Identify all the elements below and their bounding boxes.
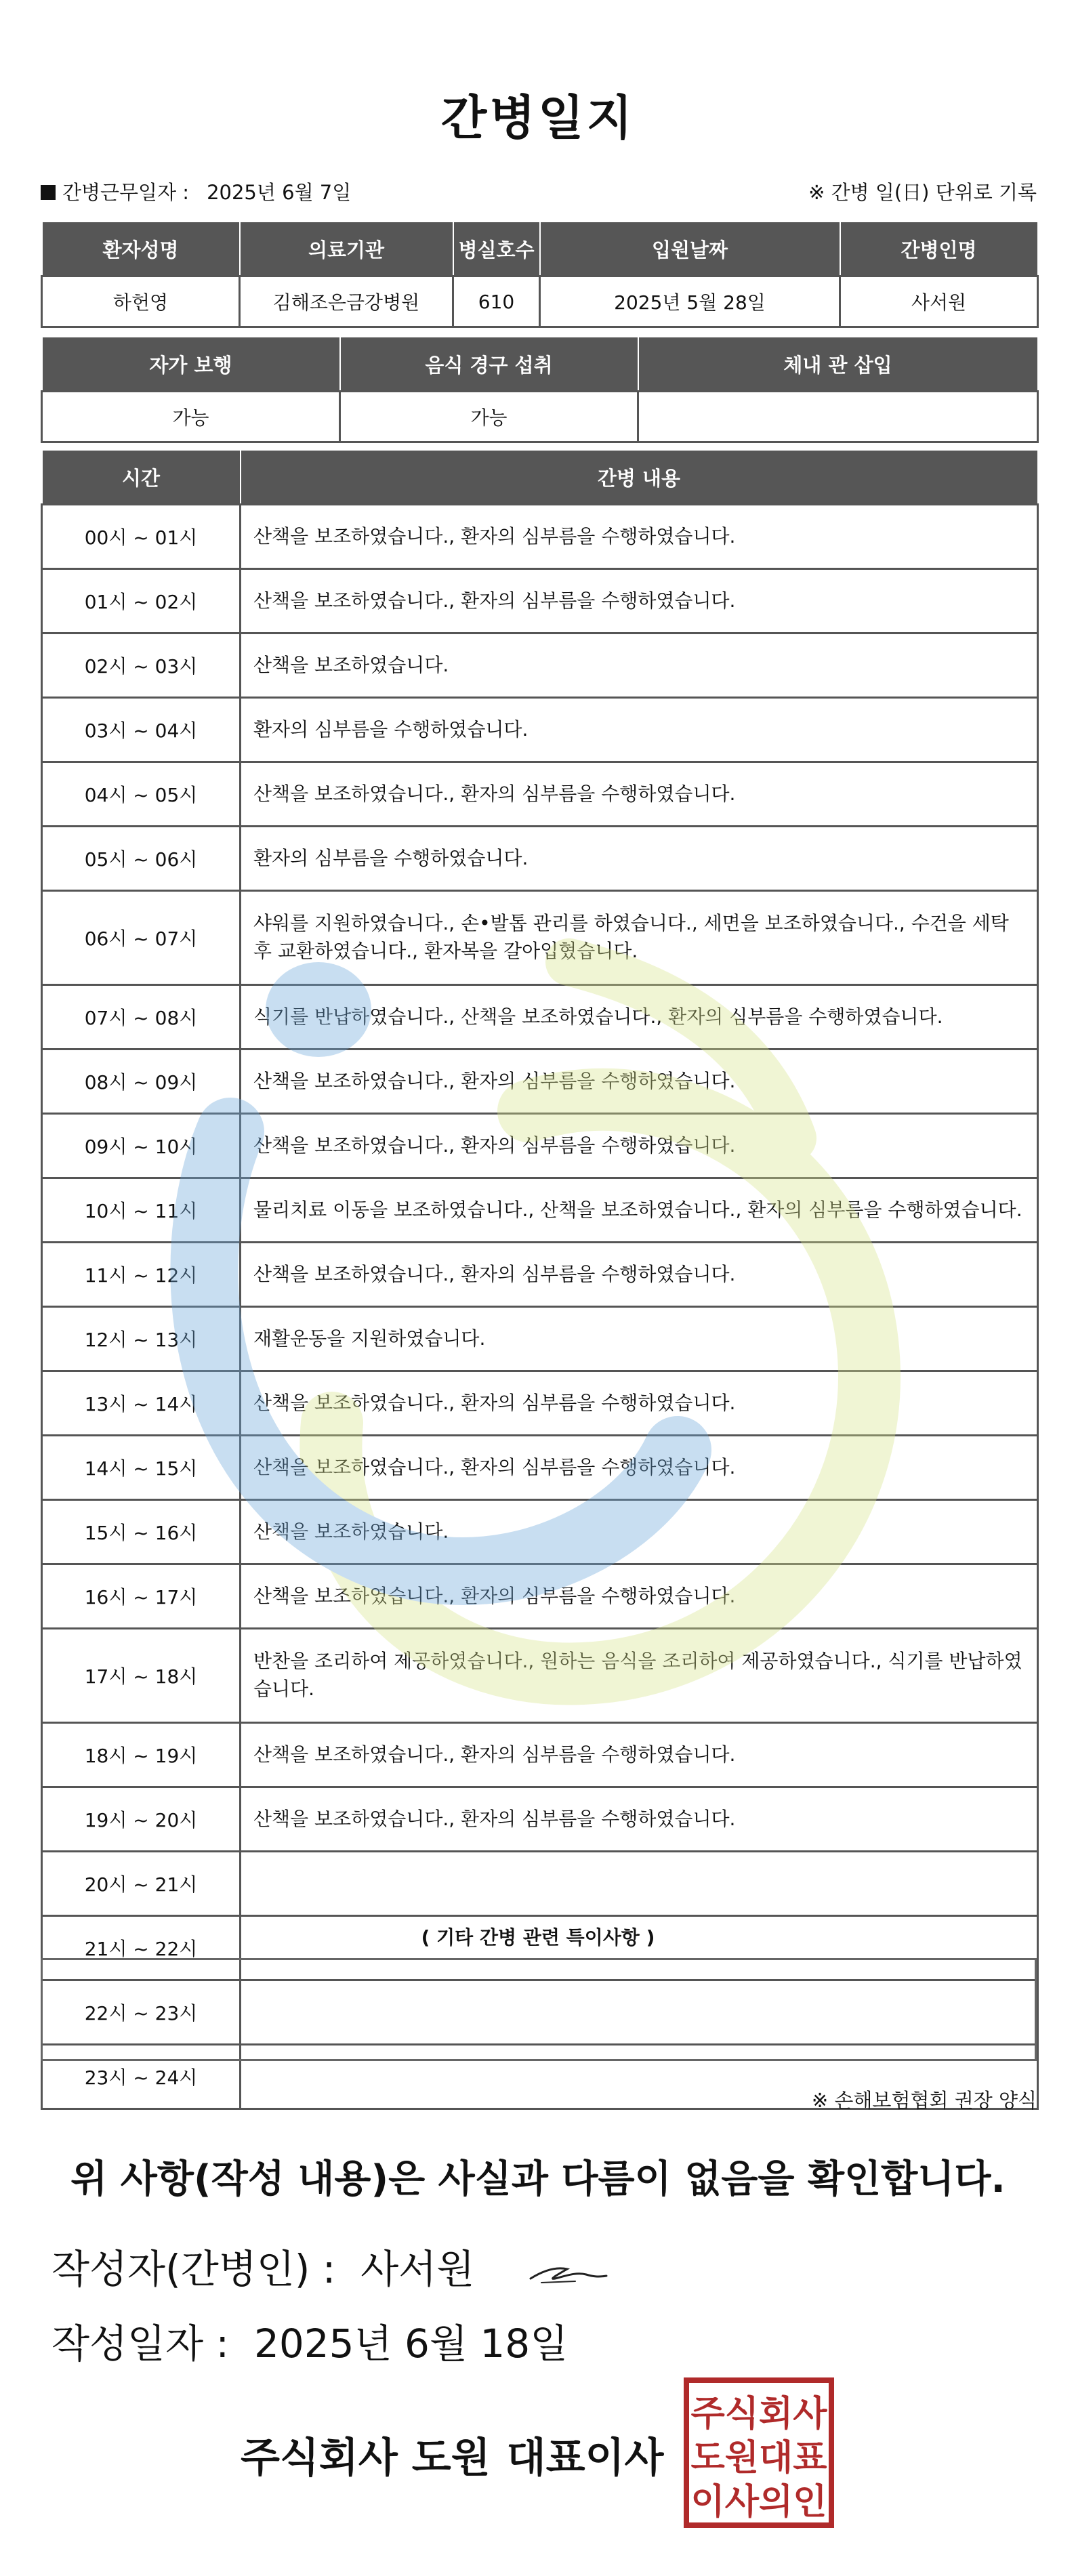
- care-log-content-cell: 반찬을 조리하여 제공하였습니다., 원하는 음식을 조리하여 제공하였습니다., 식기를 반납하였습니다.: [241, 1629, 1038, 1723]
- care-log-time-cell: 21시 ~ 22시: [42, 1916, 241, 1980]
- care-log-content-cell: [241, 1852, 1038, 1916]
- table-row: [42, 1371, 1038, 1436]
- care-log-content-cell: 샤워를 지원하였습니다., 손•발톱 관리를 하였습니다., 세면을 보조하였습니다., 수건을 세탁 후 교환하였습니다., 환자복을 갈아입혔습니다.: [241, 891, 1038, 985]
- ability-header-cell: 음식 경구 섭취: [340, 337, 638, 392]
- care-log-content-cell: 산책을 보조하였습니다., 환자의 심부름을 수행하였습니다.: [241, 762, 1038, 827]
- table-row: [42, 1723, 1038, 1787]
- patient-header-row: [42, 222, 1038, 276]
- table-row: [42, 633, 1038, 698]
- write-date-value: 2025년 6월 18일: [253, 2321, 568, 2367]
- care-log-time-cell: 08시 ~ 09시: [42, 1050, 241, 1114]
- write-date-label: 작성일자 :: [51, 2321, 230, 2367]
- care-log-content-cell: 산책을 보조하였습니다., 환자의 심부름을 수행하였습니다.: [241, 1436, 1038, 1500]
- care-log-time-cell: 07시 ~ 08시: [42, 985, 241, 1050]
- care-log-time-cell: 00시 ~ 01시: [42, 505, 241, 569]
- table-row: [42, 891, 1038, 985]
- company-title: 대표이사: [506, 2434, 664, 2482]
- care-log-content-cell: 산책을 보조하였습니다., 환자의 심부름을 수행하였습니다.: [241, 1371, 1038, 1436]
- ability-header-cell: 체내 관 삽입: [638, 337, 1038, 392]
- remarks-title: ( 기타 간병 관련 특이사항 ): [421, 1926, 655, 1949]
- confirmation-statement: 위 사항(작성 내용)은 사실과 다름이 없음을 확인합니다.: [70, 2157, 1006, 2201]
- ability-header-row: [42, 337, 1038, 392]
- care-log-time-cell: 01시 ~ 02시: [42, 569, 241, 633]
- care-log-time-cell: 14시 ~ 15시: [42, 1436, 241, 1500]
- patient-value-cell: 하헌영: [42, 276, 240, 327]
- seal-text-line-2: 도원대표: [690, 2438, 827, 2478]
- care-log-content-cell: 환자의 심부름을 수행하였습니다.: [241, 827, 1038, 891]
- table-row: [42, 1436, 1038, 1500]
- ability-value-row: [42, 392, 1038, 442]
- seal-text-line-3: 이사의인: [690, 2482, 827, 2522]
- table-row: [42, 1050, 1038, 1114]
- care-log-time-cell: 09시 ~ 10시: [42, 1114, 241, 1178]
- care-log-time-cell: 22시 ~ 23시: [42, 1980, 241, 2045]
- care-log-content-cell: 환자의 심부름을 수행하였습니다.: [241, 698, 1038, 762]
- care-log-time-cell: 10시 ~ 11시: [42, 1178, 241, 1243]
- patient-header-cell: 입원날짜: [540, 222, 840, 276]
- table-row: [42, 1178, 1038, 1243]
- care-log-time-cell: 20시 ~ 21시: [42, 1852, 241, 1916]
- care-log-header-cell: 간병 내용: [241, 450, 1038, 505]
- bullet-square-icon: [41, 185, 56, 200]
- table-row: [42, 1564, 1038, 1629]
- table-row: [42, 1629, 1038, 1723]
- patient-header-cell: 의료기관: [240, 222, 453, 276]
- company-line: [241, 2426, 664, 2484]
- care-log-content-cell: 산책을 보조하였습니다.: [241, 1500, 1038, 1564]
- patient-value-cell: 사서원: [840, 276, 1038, 327]
- care-log-content-cell: 산책을 보조하였습니다., 환자의 심부름을 수행하였습니다.: [241, 1723, 1038, 1787]
- work-date-value: 2025년 6월 7일: [207, 181, 352, 204]
- care-log-time-cell: 02시 ~ 03시: [42, 633, 241, 698]
- ability-value-cell: [638, 392, 1038, 442]
- ability-value-cell: 가능: [42, 392, 340, 442]
- company-name: 주식회사 도원: [241, 2434, 491, 2482]
- care-log-body: [42, 505, 1038, 2109]
- table-row: [42, 505, 1038, 569]
- care-log-time-cell: 13시 ~ 14시: [42, 1371, 241, 1436]
- care-log-time-cell: 04시 ~ 05시: [42, 762, 241, 827]
- table-row: [42, 762, 1038, 827]
- table-row: [42, 1500, 1038, 1564]
- write-date-line: [51, 2312, 568, 2369]
- care-log-content-cell: 물리치료 이동을 보조하였습니다., 산책을 보조하였습니다., 환자의 심부름을 수행하였습니다.: [241, 1178, 1038, 1243]
- patient-header-cell: 병실호수: [453, 222, 540, 276]
- care-log-time-cell: 15시 ~ 16시: [42, 1500, 241, 1564]
- care-log-time-cell: 18시 ~ 19시: [42, 1723, 241, 1787]
- ability-header-cell: 자가 보행: [42, 337, 340, 392]
- company-seal-stamp: [681, 2375, 837, 2531]
- care-log-time-cell: 06시 ~ 07시: [42, 891, 241, 985]
- writer-name: 사서원: [360, 2246, 475, 2292]
- care-log-content-cell: 산책을 보조하였습니다.: [241, 633, 1038, 698]
- care-log-table: [41, 449, 1039, 2110]
- care-log-time-cell: 17시 ~ 18시: [42, 1629, 241, 1723]
- table-row: [42, 985, 1038, 1050]
- seal-text-line-1: 주식회사: [690, 2394, 827, 2434]
- care-log-content-cell: 산책을 보조하였습니다., 환자의 심부름을 수행하였습니다.: [241, 1564, 1038, 1629]
- writer-line: [51, 2237, 609, 2294]
- ability-value-cell: 가능: [340, 392, 638, 442]
- care-log-time-cell: 16시 ~ 17시: [42, 1564, 241, 1629]
- care-log-time-cell: 19시 ~ 20시: [42, 1787, 241, 1852]
- care-log-content-cell: 산책을 보조하였습니다., 환자의 심부름을 수행하였습니다.: [241, 1243, 1038, 1307]
- care-log-content-cell: 산책을 보조하였습니다., 환자의 심부름을 수행하였습니다.: [241, 569, 1038, 633]
- ability-table: [41, 336, 1039, 443]
- care-log-content-cell: 산책을 보조하였습니다., 환자의 심부름을 수행하였습니다.: [241, 505, 1038, 569]
- care-log-time-cell: 11시 ~ 12시: [42, 1243, 241, 1307]
- care-log-time-cell: 05시 ~ 06시: [42, 827, 241, 891]
- patient-header-cell: 간병인명: [840, 222, 1038, 276]
- care-log-content-cell: 산책을 보조하였습니다., 환자의 심부름을 수행하였습니다.: [241, 1050, 1038, 1114]
- table-row: [42, 1114, 1038, 1178]
- table-row: [42, 1787, 1038, 1852]
- table-row: [42, 569, 1038, 633]
- patient-value-cell: 2025년 5월 28일: [540, 276, 840, 327]
- work-date-row: [41, 178, 1037, 207]
- patient-header-cell: 환자성명: [42, 222, 240, 276]
- patient-info-table: [41, 221, 1039, 328]
- table-row: [42, 698, 1038, 762]
- remarks-box: [41, 1958, 1037, 2061]
- care-log-time-cell: 23시 ~ 24시: [42, 2045, 241, 2109]
- care-log-content-cell: 산책을 보조하였습니다., 환자의 심부름을 수행하였습니다.: [241, 1787, 1038, 1852]
- page-title: 간병일지: [440, 90, 636, 146]
- daily-record-note: ※ 간병 일(日) 단위로 기록: [808, 181, 1037, 204]
- care-log-time-cell: 03시 ~ 04시: [42, 698, 241, 762]
- work-date-label: 간병근무일자 :: [62, 181, 190, 204]
- table-row: [42, 827, 1038, 891]
- care-log-header-row: [42, 450, 1038, 505]
- care-log-time-cell: 12시 ~ 13시: [42, 1307, 241, 1371]
- patient-value-row: [42, 276, 1038, 327]
- table-row: [42, 1307, 1038, 1371]
- care-log-content-cell: 산책을 보조하였습니다., 환자의 심부름을 수행하였습니다.: [241, 1114, 1038, 1178]
- patient-value-cell: 610: [453, 276, 540, 327]
- table-row: [42, 1852, 1038, 1916]
- writer-label: 작성자(간병인) :: [51, 2246, 336, 2292]
- patient-value-cell: 김해조은금강병원: [240, 276, 453, 327]
- table-row: [42, 1243, 1038, 1307]
- signature-icon: [528, 2251, 609, 2292]
- care-log-content-cell: 식기를 반납하였습니다., 산책을 보조하였습니다., 환자의 심부름을 수행하였습니다.: [241, 985, 1038, 1050]
- care-log-header-cell: 시간: [42, 450, 241, 505]
- recommend-note: ※ 손해보험협회 권장 양식: [811, 2089, 1037, 2112]
- work-date: [41, 178, 351, 205]
- care-log-content-cell: 재활운동을 지원하였습니다.: [241, 1307, 1038, 1371]
